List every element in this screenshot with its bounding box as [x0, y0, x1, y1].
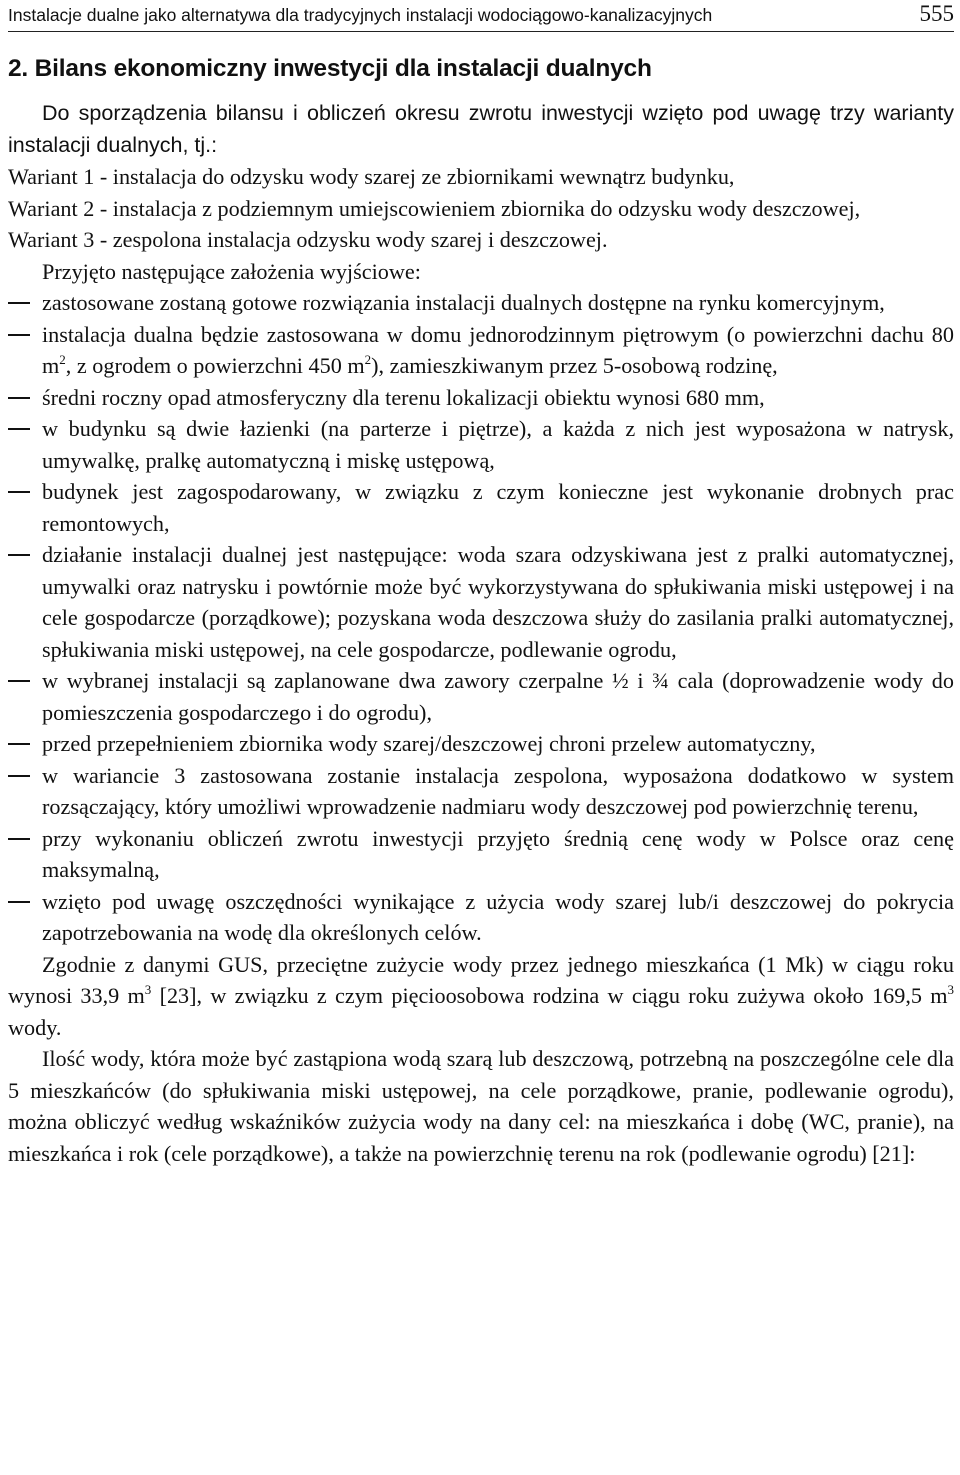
list-item	[8, 886, 954, 949]
list-item	[8, 287, 954, 319]
dash-bullet	[8, 838, 30, 840]
dash-bullet	[8, 743, 30, 745]
assumptions-intro: Przyjęto następujące założenia wyjściowe:	[42, 258, 421, 284]
page-number: 555	[919, 1, 954, 26]
dash-bullet	[8, 680, 30, 682]
list-item	[8, 413, 954, 476]
list-item-text: w budynku są dwie łazienki (na parterze i piętrze), a każda z nich jest wyposażona w natrysk, umywalkę, pralkę automatyczną i miskę ustępową,	[42, 416, 954, 473]
list-item-text: , z ogrodem o powierzchni 450 m	[65, 353, 365, 378]
list-item	[8, 539, 954, 665]
list-item-text: budynek jest zagospodarowany, w związku z czym konieczne jest wykonanie drobnych prac remontowych,	[42, 479, 954, 536]
list-item	[8, 665, 954, 728]
final-paragraph: Ilość wody, która może być zastąpiona wodą szarą lub deszczową, potrzebną na poszczególne cele dla 5 mieszkańców (do spłukiwania miski ustępowej, na cele porządkowe, pranie, podlewanie ogrodu), można obliczyć według wskaźników zużycia wody na dany cel: na mieszkańca i dobę (WC, pranie), na mieszkańca i rok (cele porządkowe), a także na powierzchnię terenu na rok (podlewanie ogrodu) [21]:	[8, 1046, 954, 1166]
variant-2: Wariant 2 - instalacja z podziemnym umiejscowieniem zbiornika do odzysku wody deszczowej,	[8, 195, 861, 221]
dash-bullet	[8, 491, 30, 493]
dash-bullet	[8, 554, 30, 556]
document-page	[8, 0, 954, 1169]
list-item-text: działanie instalacji dualnej jest następujące: woda szara odzyskiwana jest z pralki automatycznej, umywalki oraz natrysku i powtórnie może być wykorzystywana do spłukiwania miski ustępowej i na cele gospodarcze (porządkowe); pozyskana woda deszczowa służy do zasilania pralki automatycznej, spłukiwania miski ustępowej, na cele gospodarcze, podlewanie ogrodu,	[42, 542, 954, 662]
list-item	[8, 319, 954, 382]
gus-paragraph	[8, 949, 954, 1044]
list-item-text: zastosowane zostaną gotowe rozwiązania instalacji dualnych dostępne na rynku komercyjnym,	[42, 290, 885, 315]
list-item-text: w wariancie 3 zastosowana zostanie instalacja zespolona, wyposażona dodatkowo w system rozsączający, który umożliwi wprowadzenie nadmiaru wody deszczowej pod powierzchnię terenu,	[42, 762, 954, 819]
assumptions-list	[8, 287, 954, 949]
intro-sentence: Do sporządzenia bilansu i obliczeń okresu zwrotu inwestycji wzięto pod uwagę trzy warianty instalacji dualnych, tj.:	[8, 101, 954, 157]
paragraph-text: [23], w związku z czym pięcioosobowa rodzina w ciągu roku zużywa około 169,5 m	[151, 983, 948, 1008]
dash-bullet	[8, 302, 30, 304]
list-item-text: przed przepełnieniem zbiornika wody szarej/deszczowej chroni przelew automatyczny,	[42, 731, 816, 756]
list-item-text: średni roczny opad atmosferyczny dla terenu lokalizacji obiektu wynosi 680 mm,	[42, 384, 765, 410]
list-item	[8, 823, 954, 886]
variant-1: Wariant 1 - instalacja do odzysku wody szarej ze zbiornikami wewnątrz budynku,	[8, 164, 735, 189]
running-header	[8, 1, 954, 32]
dash-bullet	[8, 397, 30, 399]
list-item	[8, 382, 954, 414]
list-item-text: wzięto pod uwagę oszczędności wynikające z użycia wody szarej lub/i deszczowej do pokrycia zapotrzebowania na wodę dla określonych celów.	[42, 888, 954, 945]
superscript: 3	[947, 982, 954, 997]
dash-bullet	[8, 775, 30, 777]
superscript: 2	[59, 352, 66, 367]
dash-bullet	[8, 334, 30, 336]
list-item-text: w wybranej instalacji są zaplanowane dwa zawory czerpalne ½ i ¾ cala (doprowadzenie wody do pomieszczenia gospodarczego i do ogrodu),	[42, 668, 954, 725]
body-text	[8, 98, 954, 1169]
list-item-text: ), zamieszkiwanym przez 5-osobową rodzinę,	[371, 353, 778, 378]
dash-bullet	[8, 901, 30, 903]
list-item	[8, 728, 954, 760]
paragraph-text: Zgodnie z danymi GUS, przeciętne zużycie wody przez jednego mieszkańca (1 Mk) w ciągu roku wynosi 33,9 m	[8, 951, 954, 1008]
section-heading: 2. Bilans ekonomiczny inwestycji dla instalacji dualnych	[8, 55, 652, 82]
superscript: 2	[364, 352, 372, 367]
list-item-text: przy wykonaniu obliczeń zwrotu inwestycji przyjęto średnią cenę wody w Polsce oraz cenę maksymalną,	[42, 825, 954, 882]
paragraph-text: wody.	[8, 1014, 62, 1040]
superscript: 3	[144, 982, 152, 997]
list-item-text: instalacja dualna będzie zastosowana w domu jednorodzinnym piętrowym (o powierzchni dachu 80 m	[42, 321, 954, 378]
running-title: Instalacje dualne jako alternatywa dla tradycyjnych instalacji wodociągowo-kanalizacyjnych	[8, 5, 713, 25]
list-item	[8, 476, 954, 539]
list-item	[8, 760, 954, 823]
dash-bullet	[8, 428, 30, 430]
variant-3: Wariant 3 - zespolona instalacja odzysku wody szarej i deszczowej.	[8, 227, 608, 252]
